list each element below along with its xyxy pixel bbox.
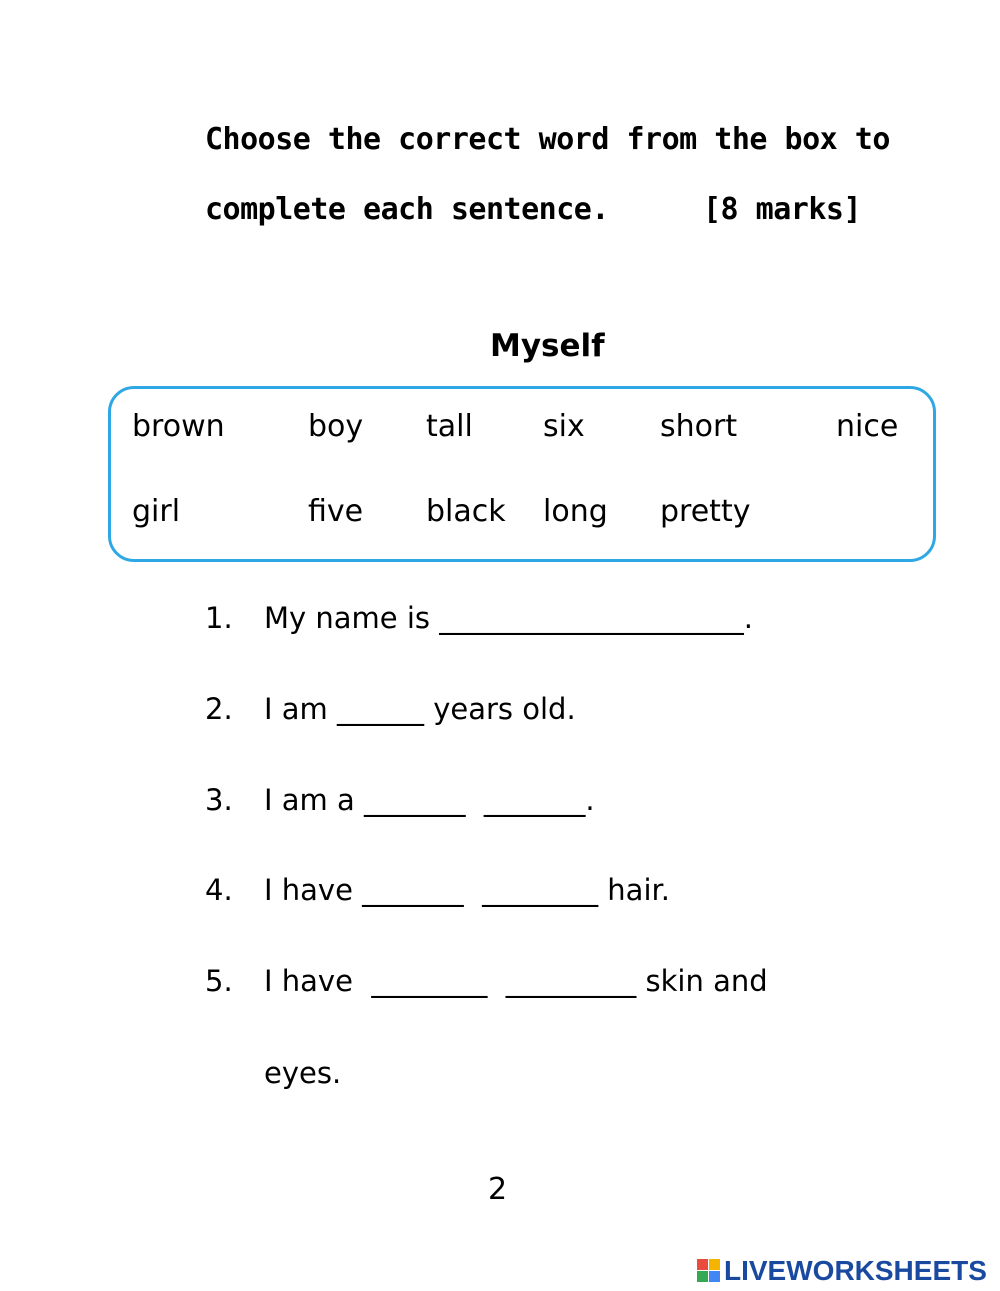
logo-square-icon bbox=[697, 1271, 708, 1282]
instruction-line-1: Choose the correct word from the box to bbox=[205, 122, 890, 157]
logo-square-icon bbox=[709, 1271, 720, 1282]
word-five: five bbox=[308, 494, 364, 529]
word-tall: tall bbox=[426, 409, 473, 444]
logo-square-icon bbox=[697, 1259, 708, 1270]
instruction-line-2 bbox=[205, 192, 862, 227]
word-nice: nice bbox=[836, 409, 899, 444]
instruction-text: complete each sentence. bbox=[205, 192, 609, 227]
word-pretty: pretty bbox=[660, 494, 751, 529]
question-3-number: 3. bbox=[205, 783, 233, 817]
word-long: long bbox=[543, 494, 608, 529]
question-4-text: I have _______ ________ hair. bbox=[264, 873, 670, 907]
page-number: 2 bbox=[488, 1172, 508, 1207]
marks-label: [8 marks] bbox=[703, 192, 862, 227]
word-box bbox=[108, 386, 936, 562]
word-brown: brown bbox=[132, 409, 225, 444]
word-short: short bbox=[660, 409, 738, 444]
question-2-number: 2. bbox=[205, 692, 233, 726]
word-six: six bbox=[543, 409, 585, 444]
question-4-number: 4. bbox=[205, 873, 233, 907]
question-5-continuation: eyes. bbox=[264, 1056, 342, 1090]
worksheet-title: Myself bbox=[490, 328, 605, 364]
word-black: black bbox=[426, 494, 506, 529]
liveworksheets-logo-text: LIVEWORKSHEETS bbox=[724, 1255, 987, 1286]
question-2-text: I am ______ years old. bbox=[264, 692, 576, 726]
word-girl: girl bbox=[132, 494, 181, 529]
question-3-text: I am a _______ _______. bbox=[264, 783, 595, 817]
question-5-number: 5. bbox=[205, 964, 233, 998]
liveworksheets-logo-icon bbox=[697, 1259, 721, 1283]
word-boy: boy bbox=[308, 409, 364, 444]
logo-square-icon bbox=[709, 1259, 720, 1270]
liveworksheets-logo[interactable] bbox=[697, 1255, 987, 1287]
question-5-text: I have ________ _________ skin and bbox=[264, 964, 768, 998]
question-1-number: 1. bbox=[205, 601, 233, 635]
question-1-text: My name is _____________________. bbox=[264, 601, 753, 635]
